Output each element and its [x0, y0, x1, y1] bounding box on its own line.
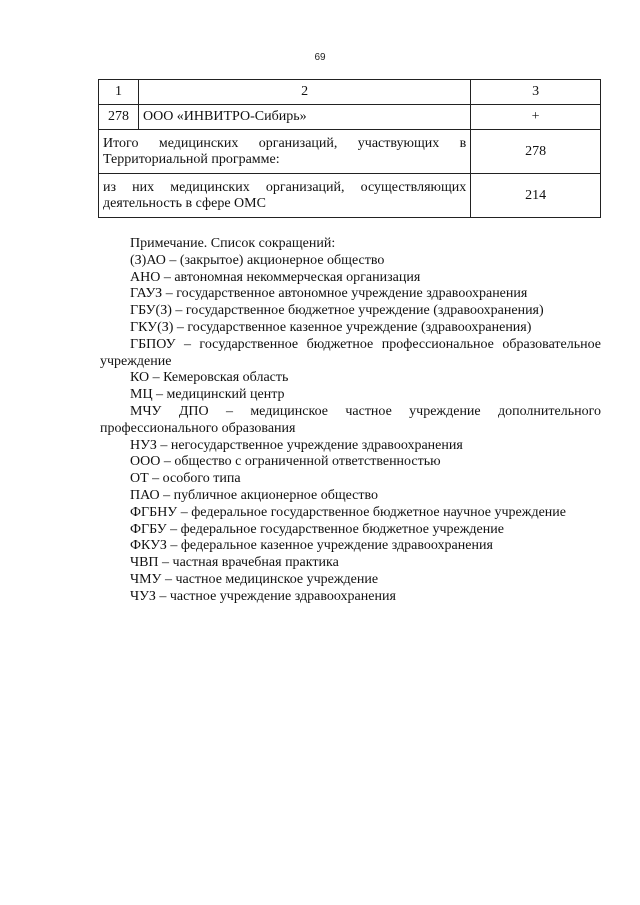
- oms-value: 214: [471, 174, 601, 218]
- abbreviation-item: ФГБУ – федеральное государственное бюджетное учреждение: [130, 521, 504, 537]
- table-header-row: [99, 80, 601, 105]
- header-col-1: 1: [99, 80, 139, 105]
- abbreviation-item: ГБПОУ – государственное бюджетное профессиональное образовательное учреждение: [100, 336, 601, 369]
- abbreviation-item: ЧМУ – частное медицинское учреждение: [130, 571, 379, 587]
- total-value: 278: [471, 130, 601, 174]
- abbreviation-item: ООО – общество с ограниченной ответственностью: [130, 454, 441, 470]
- notes-title: Примечание. Список сокращений:: [130, 236, 336, 251]
- oms-row: [99, 174, 601, 218]
- total-label: Итого медицинских организаций, участвующих в Территориальной программе:: [99, 130, 471, 174]
- abbreviation-item: ФГБНУ – федеральное государственное бюджетное научное учреждение: [130, 504, 566, 520]
- page-number: 69: [314, 52, 326, 63]
- abbreviation-item: МЧУ ДПО – медицинское частное учреждение дополнительного профессионального образования: [100, 403, 601, 436]
- row-number: 278: [99, 105, 139, 130]
- organization-name: ООО «ИНВИТРО-Сибирь»: [138, 105, 470, 130]
- abbreviation-item: ЧВП – частная врачебная практика: [130, 555, 339, 571]
- abbreviation-item: ФКУЗ – федеральное казенное учреждение здравоохранения: [130, 538, 493, 554]
- abbreviation-item: ГАУЗ – государственное автономное учреждение здравоохранения: [130, 286, 528, 302]
- abbreviation-item: ЧУЗ – частное учреждение здравоохранения: [130, 588, 396, 604]
- abbreviation-item: НУЗ – негосударственное учреждение здравоохранения: [130, 437, 463, 453]
- abbreviation-item: ГБУ(З) – государственное бюджетное учреждение (здравоохранения): [130, 303, 544, 319]
- abbreviations-notes: [100, 236, 601, 606]
- abbreviation-item: МЦ – медицинский центр: [130, 387, 285, 403]
- abbreviation-item: ГКУ(З) – государственное казенное учреждение (здравоохранения): [130, 319, 532, 335]
- header-col-3: 3: [471, 80, 601, 105]
- oms-label: из них медицинских организаций, осуществляющих деятельность в сфере ОМС: [99, 174, 471, 218]
- table-row: [99, 105, 601, 130]
- abbreviation-item: КО – Кемеровская область: [130, 370, 289, 386]
- organizations-table: [98, 79, 601, 218]
- participation-mark: +: [471, 105, 601, 130]
- header-col-2: 2: [138, 80, 470, 105]
- abbreviation-item: ПАО – публичное акционерное общество: [130, 487, 379, 503]
- abbreviation-item: (З)АО – (закрытое) акционерное общество: [130, 252, 385, 268]
- total-row: [99, 130, 601, 174]
- abbreviation-item: АНО – автономная некоммерческая организация: [130, 269, 421, 285]
- abbreviation-item: ОТ – особого типа: [130, 471, 241, 487]
